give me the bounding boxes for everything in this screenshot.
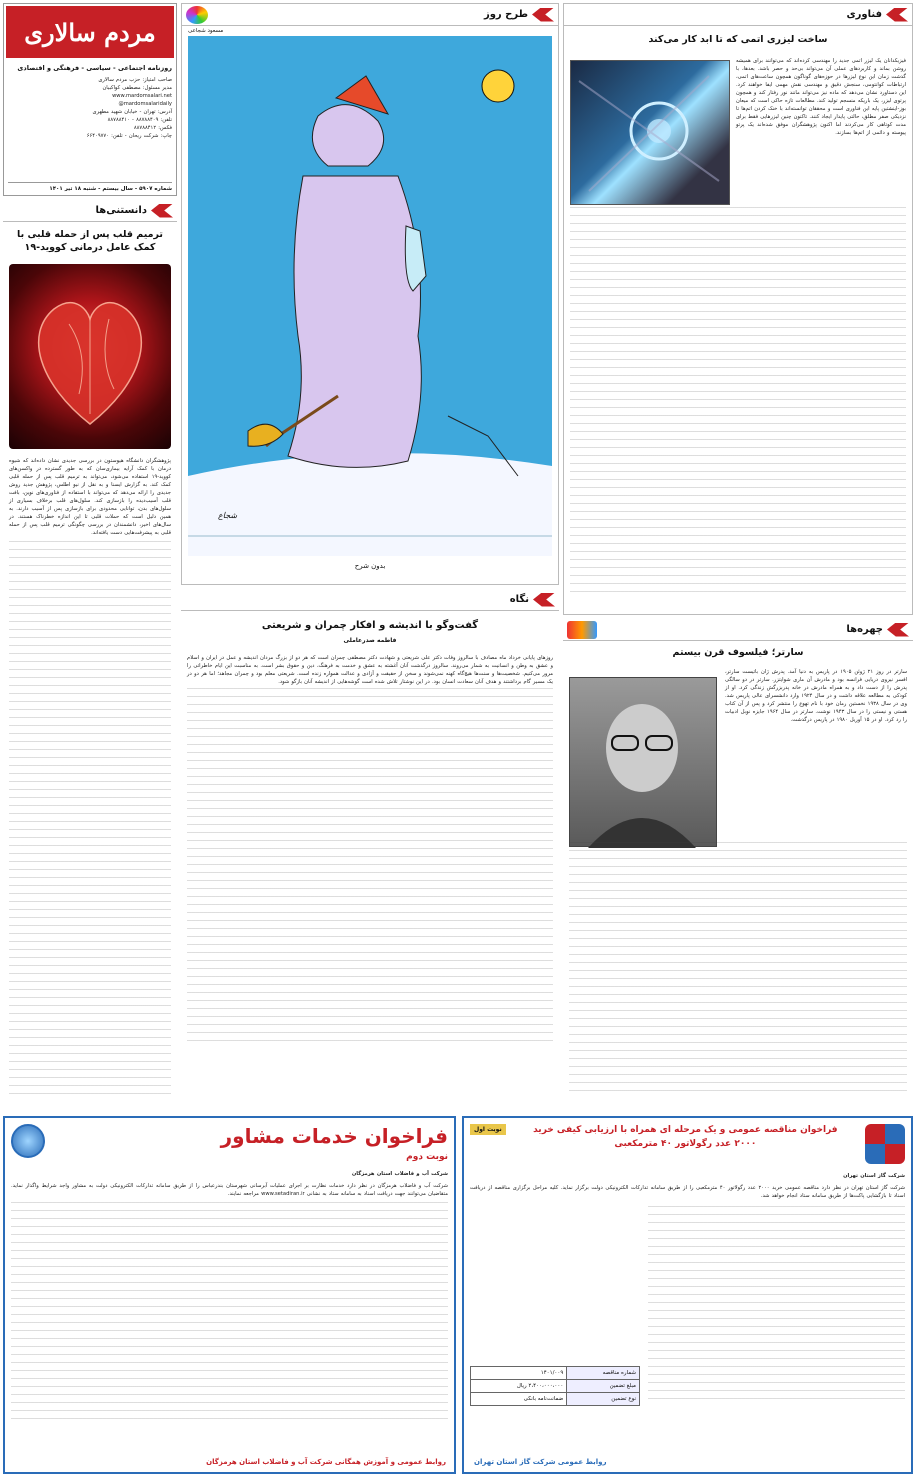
ad-right-title: فراخوان مناقصه عمومی و یک مرحله ای همراه با ارزیابی کیفی خرید: [533, 1125, 838, 1135]
section-label: طرح روز: [483, 9, 528, 20]
masthead-line: mardomsalaridaily@: [118, 101, 172, 107]
ad-right-subtitle: ۲۰۰۰ عدد رگولاتور ۴۰ مترمکعبی: [614, 1139, 757, 1149]
gas-tender-ad: [462, 1116, 913, 1474]
science-title: ترمیم قلب پس از حمله قلبی با کمک عامل درمانی کووید-۱۹: [17, 229, 163, 253]
section-label: نگاه: [509, 594, 529, 605]
heart-image: [9, 264, 171, 449]
masthead-date: شماره ۵۹۰۷ - سال بیستم - شنبه ۱۸ تیر ۱۴۰۱: [8, 182, 172, 192]
table-row: مبلغ تضمین ۲،۴۰۰،۰۰۰،۰۰۰ ریال: [471, 1380, 640, 1393]
masthead-logo: [6, 6, 174, 58]
ad-left-title: فراخوان خدمات مشاور: [220, 1124, 448, 1148]
science-section: [3, 200, 177, 1108]
cartoon-caption: بدون شرح: [354, 562, 386, 570]
tender-table: [470, 1366, 640, 1406]
ad-left-body: شرکت آب و فاضلاب هرمزگان در نظر دارد خدمات نظارت بر اجرای عملیات آبرسانی شهرستان بندرعباس را از طریق سامانه تدارکات الکترونیکی دولت به مشاور واجد شرایط واگذار نماید. متقاضیان می‌توانند جهت دریافت اسناد به سامانه ستاد به نشانی www.setadiran.ir مراجعه نمایند.: [11, 1183, 448, 1197]
cartoon-signature: شجاع: [218, 511, 238, 520]
view-section: [181, 589, 559, 1108]
cartoon-logo-icon: [186, 6, 208, 24]
section-mark-icon: [151, 204, 173, 218]
faces-title: سارتر؛ فیلسوف قرن بیستم: [672, 647, 804, 658]
ad-left-org: شرکت آب و فاضلاب استان هرمزگان: [351, 1171, 448, 1177]
view-body: روزهای پایانی خرداد ماه مصادف با سالروز وفات دکتر علی شریعتی و شهادت دکتر مصطفی چمران است که هر دو از بزرگ مردان اندیشه و عمل در ایران و اسلام و عشق به وطن و انسانیت به شمار می‌روند. سالروز درگذشت آنان آغشته به عشق و خدمت به فرهنگ، دین و حقوق بشر است. به مناسبت این ایام خاطراتی را مرور می‌کنیم. شخصیت‌ها و سنت‌ها هیچ‌گاه کهنه نمی‌شوند و سخن از حقیقت و آزادی و عدالت همواره زنده است. شریعتی معلم بود و چمران مجاهد؛ اما هر دو در یک مسیر گام برداشتند و هدف آنان سعادت انسان بود. در این نوشتار تلاش شده است گوشه‌هایی از اندیشه آنان بازگو شود.: [187, 655, 553, 685]
faces-section: [563, 619, 913, 1108]
cartoon-section: [181, 3, 559, 585]
ad-right-body-continued: [648, 1206, 905, 1406]
section-mark-icon: [886, 8, 908, 22]
faces-logo-icon: [567, 621, 597, 639]
cartoon-image: [188, 36, 552, 556]
ad-right-footer: روابط عمومی شرکت گاز استان تهران: [474, 1458, 607, 1466]
masthead: [3, 3, 177, 196]
masthead-title: مردم سالاری: [24, 17, 156, 47]
science-body: پژوهشگران دانشگاه هیوستون در بررسی جدیدی نشان داده‌اند که شیوه درمان با کمک آرایه بیماری‌سان که به طور گسترده در واکسن‌های کووید-۱۹ استفاده می‌شود، می‌تواند به ترمیم قلب پس از حمله قلبی کمک کند. به گزارش ایسنا و به نقل از نیو اطلس، پژوهش جدید روش جدیدی را ارائه می‌دهد که می‌تواند با استفاده از فناوری‌های نوین، بافت قلب آسیب‌دیده را بازسازی کند. سلول‌های قلب برخلاف بسیاری از سلول‌های بدن، توانایی محدودی برای بازسازی پس از آسیب دارند. به همین دلیل است که حملات قلبی تا این اندازه خطرناک هستند. در سال‌های اخیر، دانشمندان در بررسی چگونگی ترمیم قلب پس از حمله قلبی به پیشرفت‌هایی دست یافته‌اند.: [9, 458, 171, 536]
ad-right-badge: نوبت اول: [470, 1124, 506, 1135]
masthead-line: مدیر مسئول: مصطفی کواکبیان: [102, 85, 172, 91]
gas-company-logo-icon: [865, 1124, 905, 1164]
section-mark-icon: [532, 8, 554, 22]
tech-body-continued: [570, 207, 906, 597]
faces-body-continued: [569, 842, 907, 1092]
tech-body: فیزیکدانان یک لیزر اتمی جدید را مهندسی کرده‌اند که می‌توانند برای همیشه روشن بماند و کاربردهای عملی آن می‌تواند بی‌حد و حصر باشد. بعدها، با گذشت زمان این نوع لیزرها در حوزه‌های گوناگون همچون ساعت‌های اتمی، ارتباطات کوانتومی، سنجش دقیق و مهندسی نقش مهمی ایفا خواهند کرد. این دستاورد نشان می‌دهد که ماده نیز می‌تواند مانند نور رفتار کند و همچون پرتوی لیزر، یک باریکه منسجم تولید کند. مطالعات تازه حاکی است که میعان بوز-اینشتین پایه این فناوری است و محققان توانسته‌اند با خنک کردن اتم‌ها تا نزدیکی صفر مطلق، حالتی پایدار ایجاد کنند. تاکنون چنین لیزرهایی فقط برای مدت کوتاهی کار می‌کردند اما اکنون پژوهشگران موفق شده‌اند یک پرتو پیوسته و دائمی از اتم‌ها بسازند.: [736, 58, 906, 136]
cartoon-artist: مسعود شجاعی: [188, 28, 224, 34]
section-label: دانستنی‌ها: [95, 205, 147, 216]
masthead-line: صاحب امتیاز: حزب مردم سالاری: [98, 77, 172, 83]
masthead-tagline: روزنامه اجتماعی - سیاسی - فرهنگی و اقتصادی: [17, 64, 172, 72]
section-mark-icon: [887, 623, 909, 637]
faces-body: سارتر در روز ۲۱ ژوئن ۱۹۰۵ در پاریس به دنیا آمد. پدرش ژان باتیست سارتر، افسر نیروی دریایی فرانسه بود و مادرش آن ماری شوایتزر. سارتر در دو سالگی پدرش را از دست داد و به همراه مادرش در خانه پدربزرگش زندگی کرد. او از کودکی به مطالعه علاقه داشت و در سال ۱۹۲۴ وارد دانشسرای عالی پاریس شد. وی در سال ۱۹۳۸ نخستین رمان خود با نام تهوع را منتشر کرد و پس از آن کتاب هستی و نیستی را در سال ۱۹۴۳ نوشت. سارتر در سال ۱۹۶۴ جایزه نوبل ادبیات را رد کرد. او در ۱۵ آوریل ۱۹۸۰ در پاریس درگذشت.: [725, 669, 908, 723]
water-company-logo-icon: [11, 1124, 45, 1158]
masthead-line: چاپ: شرکت ریحان - تلفن: ۶۶۴۰۹۷۷۰: [86, 133, 172, 139]
ad-left-body-continued: [11, 1202, 448, 1422]
section-mark-icon: [533, 593, 555, 607]
masthead-line: www.mardomsalari.net: [112, 93, 172, 99]
ad-right-org: شرکت گاز استان تهران: [843, 1173, 905, 1179]
masthead-line: تلفن: ۸۸۷۸۸۴۰۹ - ۸۸۷۸۸۴۱۰: [107, 117, 172, 123]
laser-image: [570, 60, 730, 205]
masthead-line: آدرس: تهران - خیابان شهید مطهری: [92, 109, 172, 115]
view-body-continued: [187, 688, 553, 1048]
ad-left-subtitle: نوبت دوم: [406, 1152, 448, 1162]
ad-right-body: شرکت گاز استان تهران در نظر دارد مناقصه عمومی خرید ۲۰۰۰ عدد رگولاتور ۴۰ مترمکعبی را از طریق سامانه تدارکات الکترونیکی دولت برگزار نماید. کلیه مراحل برگزاری مناقصه از دریافت اسناد تا بازگشایی پاکت‌ها از طریق سامانه ستاد انجام خواهد شد.: [470, 1185, 905, 1199]
science-body-continued: [9, 541, 171, 1101]
masthead-line: فکس: ۸۸۷۸۸۴۱۲: [133, 125, 172, 131]
ad-left-footer: روابط عمومی و آموزش همگانی شرکت آب و فاضلاب استان هرمزگان: [206, 1458, 446, 1466]
consultant-ad: [3, 1116, 456, 1474]
tech-title: ساخت لیزری اتمی که تا ابد کار می‌کند: [648, 34, 828, 45]
section-label: چهره‌ها: [846, 624, 883, 635]
table-row: نوع تضمین ضمانت‌نامه بانکی: [471, 1393, 640, 1406]
tech-section: [563, 3, 913, 615]
table-row: شماره مناقصه ۱۴۰۱/۰۰۹: [471, 1367, 640, 1380]
view-author: فاطمه صدرعاملی: [343, 637, 397, 644]
sartre-portrait: [569, 677, 717, 847]
view-title: گفت‌و‌گو با اندیشه و افکار چمران و شریعتی: [261, 620, 479, 631]
section-label: فناوری: [846, 9, 882, 20]
